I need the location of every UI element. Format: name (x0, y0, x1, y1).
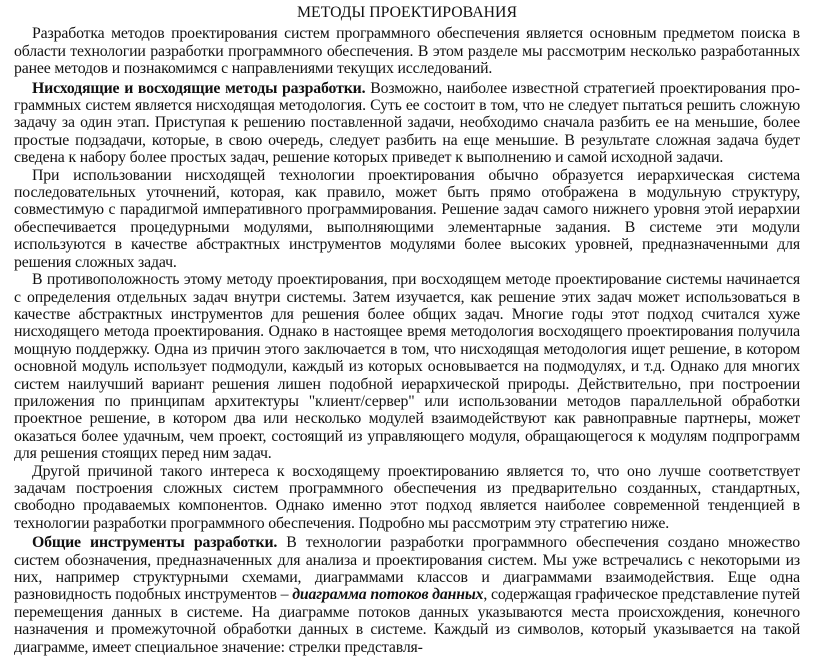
general-tools-text-a: В технологии разработки программного обеспечения создано множество систем обозначения, предназначенных для анализа и проектирования систем. Мы уже встречались с некоторыми из них, например структурными схемами, диаграммами классов и диаграммами взаимодействия. Еще одна разновидность подобных инструментов – (14, 534, 800, 604)
bottomup-reason-text: Другой причиной такого интереса к восходящему проектированию является то, что оно лучше соответствует задачам построения сложных систем программного обеспечения из предварительно созданных, стандартных, свободно продаваемых компонентов. Однако именно этот подход является наиболее современной тенденцией в технологии разработки программного обеспечения. Подробно мы рассмотрим эту стратегию ниже. (14, 462, 800, 532)
topdown-hierarchy-paragraph (14, 167, 800, 271)
topdown-bottomup-heading: Нисходящие и восходящие методы разработки. (32, 79, 366, 97)
topdown-bottomup-text: Возможно, наиболее известной стратегией проектирования программных систем является нисходящая методология. Суть ее состоит в том, что не следует пытаться решить сложную задачу за один этап. Приступая к решению поставленной задачи, необходимо сначала разбить ее на меньшие, более простые подзадачи, которые, в свою очередь, следует разбить на еще меньшие. В результате сложная задача будет сведена к набору более простых задач, решение которых приведет к выполнению и самой исходной задачи. (14, 79, 801, 167)
page-title: МЕТОДЫ ПРОЕКТИРОВАНИЯ (297, 4, 517, 21)
topdown-bottomup-paragraph (14, 80, 800, 167)
intro-paragraph (14, 25, 800, 77)
intro-paragraph-text: Разработка методов проектирования систем программного обеспечения является основным предметом поиска в области технологии разработки программного обеспечения. В этом разделе мы рассмотрим несколько разработанных ранее методов и познакомимся с направлениями текущих исследований. (14, 25, 800, 78)
general-tools-heading: Общие инструменты разработки. (32, 534, 278, 552)
bottomup-paragraph (14, 271, 800, 462)
bottomup-reason-paragraph (14, 463, 800, 533)
general-tools-text-b: , содержащая графическое представление путей перемещения данных в системе. На диаграмме потоков данных указываются места происхождения, конечного назначения и промежуточной обработки данных в системе. Каждый из символов, который указывается на такой диаграмме, имеет специальное значение: стрелки представля- (14, 586, 800, 656)
general-tools-paragraph (14, 534, 800, 656)
topdown-hierarchy-text: При использовании нисходящей технологии проектирования обычно образуется иерархическая система последовательных уточнений, которая, как правило, может быть прямо отображена в модульную структуру, совместимую с парадигмой императивного программирования. Решение задач самого нижнего уровня этой иерархии обеспечивается процедурными модулями, выполняющими элементарные задания. В системе эти модули используются в качестве абстрактных инструментов модулями более высоких уровней, предназначенными для решения сложных задач. (14, 166, 800, 271)
document-page (14, 0, 800, 656)
data-flow-diagram-term: диаграмма потоков данных (292, 586, 484, 604)
bottomup-text: В противоположность этому методу проектирования, при восходящем методе проектирование системы начинается с определения отдельных задач внутри системы. Затем изучается, как решение этих задач может использоваться в качестве абстрактных инструментов для решения более общих задач. Многие годы этот подход считался хуже нисходящего метода проектирования. Однако в настоящее время методология восходящего проектирования получила мощную поддержку. Одна из причин этого заключается в том, что нисходящая методология ищет решение, в котором основной модуль использует подмодули, каждый из которых основывается на подмодулях, и т.д. Однако для многих систем наилучший вариант решения лишен подобной иерархической природы. Действительно, при построении приложения по принципам архитектуры "клиент/сервер" или использовании методов параллельной обработки проектное решение, в котором два или несколько модулей взаимодействуют как равноправные партнеры, может оказаться более удачным, чем проект, состоящий из управляющего модуля, обращающегося к модулям подпрограмм для решения стоящих перед ним задач. (14, 271, 800, 463)
